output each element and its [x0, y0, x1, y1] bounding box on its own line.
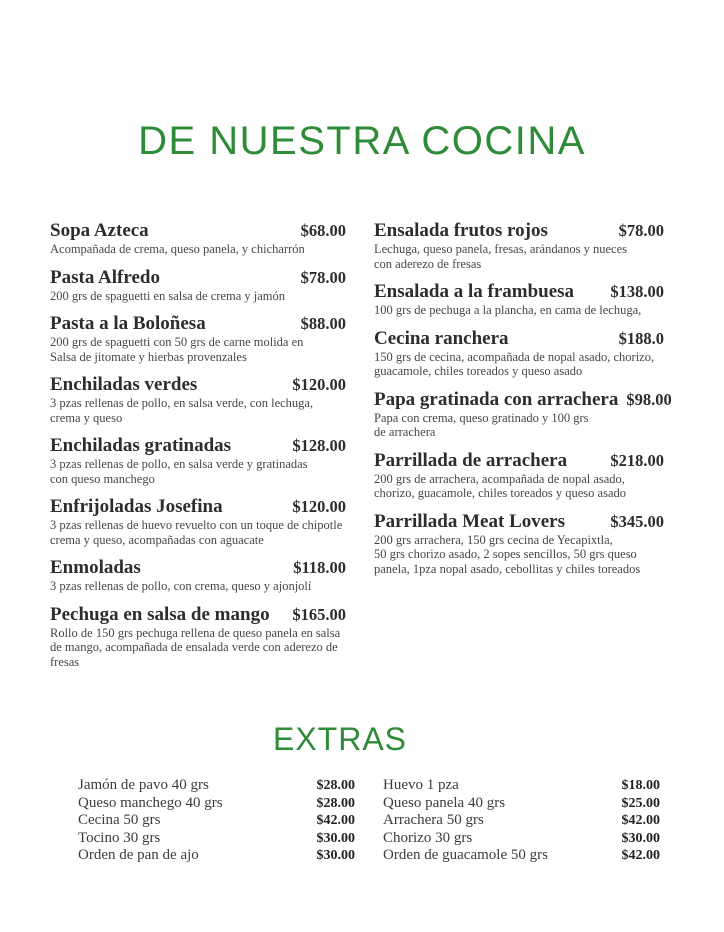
- description-line: con aderezo de fresas: [374, 256, 482, 271]
- extra-item-guacamole: [383, 847, 660, 865]
- menu-item-parrillada-arrachera: [374, 450, 664, 501]
- description-line: crema y queso: [50, 410, 123, 425]
- item-head: [50, 435, 346, 457]
- extra-item-tocino: [78, 830, 355, 848]
- description-line: Salsa de jitomate y hierbas provenzales: [50, 349, 247, 364]
- menu-item-cecina-ranchera: [374, 328, 664, 379]
- extras-section: [0, 777, 724, 865]
- item-head: [374, 328, 664, 350]
- dish-name: Sopa Azteca: [50, 220, 149, 241]
- menu-item-papa-gratinada: [374, 388, 672, 440]
- extra-name: Huevo 1 pza: [383, 777, 459, 793]
- dish-price: $68.00: [300, 221, 346, 240]
- dish-price: $165.00: [292, 604, 346, 624]
- description-line: Papa con crema, queso gratinado y 100 grs: [374, 410, 589, 425]
- extras-column-right: [383, 777, 660, 865]
- description-line: panela, 1pza nopal asado, cebollitas y chiles toreados: [374, 561, 641, 576]
- menu-column-right: [374, 220, 672, 679]
- dish-name: Enchiladas verdes: [50, 374, 198, 395]
- description-line: guacamole, chiles toreados y queso asado: [374, 364, 583, 378]
- dish-name: Ensalada frutos rojos: [374, 220, 548, 241]
- dish-description: [50, 579, 346, 594]
- dish-price: $118.00: [293, 558, 346, 577]
- dish-description: [374, 411, 664, 440]
- item-head: [374, 281, 664, 303]
- dish-description: [50, 457, 346, 486]
- item-head: [374, 220, 664, 242]
- description-line: 50 grs chorizo asado, 2 sopes sencillos, 50 grs queso: [374, 547, 637, 561]
- dish-price: $218.00: [610, 450, 664, 470]
- description-line: 200 grs de arrachera, acompañada de nopal asado,: [374, 471, 625, 486]
- item-head: [50, 267, 346, 289]
- dish-description: [50, 626, 346, 670]
- dish-name: Papa gratinada con arrachera: [374, 388, 619, 410]
- dish-name: Pechuga en salsa de mango: [50, 603, 270, 625]
- extra-name: Queso manchego 40 grs: [78, 794, 223, 811]
- dish-name: Pasta a la Boloñesa: [50, 313, 206, 334]
- extra-item-huevo: [383, 777, 660, 795]
- menu-column-left: [50, 220, 346, 679]
- description-line: chorizo, guacamole, chiles toreados y queso asado: [374, 486, 626, 500]
- description-line: 3 pzas rellenas de pollo, en salsa verde y gratinadas: [50, 457, 308, 471]
- extra-name: Orden de pan de ajo: [78, 847, 199, 863]
- menu-item-ensalada-frambuesa: [374, 281, 664, 318]
- dish-description: [374, 242, 664, 271]
- extra-item-chorizo: [383, 830, 660, 848]
- dish-name: Enmoladas: [50, 557, 141, 578]
- dish-name: Parrillada de arrachera: [374, 449, 568, 471]
- item-head: [50, 557, 346, 579]
- dish-name: Enfrijoladas Josefina: [50, 496, 223, 517]
- menu-item-ensalada-frutos-rojos: [374, 220, 664, 271]
- dish-description: [50, 289, 346, 304]
- menu-section: [0, 220, 724, 679]
- extra-price: $28.00: [316, 795, 355, 811]
- description-line: 3 pzas rellenas de huevo revuelto con un toque de chipotle: [50, 518, 343, 532]
- extra-price: $42.00: [621, 813, 660, 828]
- dish-description: [374, 303, 664, 318]
- dish-price: $128.00: [292, 436, 346, 455]
- description-line: Acompañada de crema, queso panela, y chicharrón: [50, 242, 305, 256]
- dish-price: $120.00: [292, 497, 346, 516]
- menu-item-pasta-bolonesa: [50, 313, 346, 364]
- description-line: 3 pzas rellenas de pollo, en salsa verde, con lechuga,: [50, 396, 314, 410]
- dish-name: Parrillada Meat Lovers: [374, 510, 566, 532]
- extra-price: $30.00: [316, 830, 355, 846]
- item-head: [50, 496, 346, 518]
- extra-name: Queso panela 40 grs: [383, 794, 506, 811]
- extra-name: Chorizo 30 grs: [383, 829, 473, 846]
- extras-column-left: [78, 777, 355, 865]
- dish-description: [374, 472, 664, 501]
- menu-item-pasta-alfredo: [50, 267, 346, 304]
- extra-price: $18.00: [621, 778, 660, 793]
- item-head: [50, 313, 346, 335]
- description-line: Rollo de 150 grs pechuga rellena de queso panela en salsa: [50, 625, 341, 640]
- page-title: DE NUESTRA COCINA: [138, 119, 586, 163]
- description-line: 100 grs de pechuga a la plancha, en cama de lechuga,: [374, 303, 642, 317]
- dish-price: $88.00: [300, 314, 346, 333]
- extra-item-arrachera: [383, 812, 660, 830]
- item-head: [50, 604, 346, 626]
- dish-description: [50, 396, 346, 425]
- dish-price: $188.0: [618, 328, 664, 348]
- description-line: 150 grs de cecina, acompañada de nopal asado, chorizo,: [374, 349, 655, 364]
- extras-title: EXTRAS: [272, 721, 408, 757]
- description-line: crema y queso, acompañadas con aguacate: [50, 532, 264, 547]
- extra-name: Orden de guacamole 50 grs: [383, 847, 548, 863]
- menu-item-pechuga-mango: [50, 604, 346, 670]
- extra-price: $42.00: [316, 813, 355, 828]
- dish-description: [374, 533, 664, 577]
- dish-description: [50, 518, 346, 547]
- description-line: con queso manchego: [50, 471, 155, 486]
- extra-price: $25.00: [621, 795, 660, 811]
- menu-item-sopa-azteca: [50, 220, 346, 257]
- extra-price: $28.00: [316, 778, 355, 793]
- dish-name: Enchiladas gratinadas: [50, 435, 232, 456]
- description-line: de mango, acompañada de ensalada verde con aderezo de fresas: [50, 640, 338, 669]
- dish-price: $120.00: [292, 375, 346, 394]
- dish-name: Cecina ranchera: [374, 327, 509, 349]
- dish-description: [50, 335, 346, 364]
- description-line: de arrachera: [374, 425, 436, 439]
- dish-name: Ensalada a la frambuesa: [374, 281, 575, 302]
- item-head: [50, 220, 346, 242]
- description-line: Lechuga, queso panela, fresas, arándanos y nueces: [374, 242, 628, 256]
- extra-price: $42.00: [621, 848, 660, 863]
- dish-description: [50, 242, 346, 257]
- extra-item-pan-de-ajo: [78, 847, 355, 865]
- menu-item-enchiladas-gratinadas: [50, 435, 346, 486]
- item-head: [50, 374, 346, 396]
- dish-price: $78.00: [300, 267, 346, 287]
- extra-price: $30.00: [621, 830, 660, 846]
- description-line: 200 grs de spaguetti en salsa de crema y jamón: [50, 288, 285, 303]
- item-head: [374, 511, 664, 533]
- extra-price: $30.00: [316, 848, 355, 863]
- dish-price: $98.00: [626, 389, 672, 409]
- menu-item-enmoladas: [50, 557, 346, 594]
- description-line: 200 grs de spaguetti con 50 grs de carne molida en: [50, 335, 304, 349]
- item-head: [374, 388, 672, 411]
- dish-price: $138.00: [610, 282, 664, 301]
- dish-price: $345.00: [610, 511, 664, 531]
- dish-description: [374, 350, 664, 379]
- extra-name: Cecina 50 grs: [78, 812, 161, 828]
- extra-name: Tocino 30 grs: [78, 829, 161, 846]
- description-line: 3 pzas rellenas de pollo, con crema, queso y ajonjolí: [50, 579, 312, 593]
- extra-name: Arrachera 50 grs: [383, 812, 484, 828]
- extra-item-cecina: [78, 812, 355, 830]
- dish-price: $78.00: [618, 221, 664, 240]
- menu-item-parrillada-meat-lovers: [374, 511, 664, 577]
- description-line: 200 grs arrachera, 150 grs cecina de Yecapixtla,: [374, 532, 613, 547]
- extra-name: Jamón de pavo 40 grs: [78, 777, 209, 793]
- item-head: [374, 450, 664, 472]
- menu-item-enchiladas-verdes: [50, 374, 346, 425]
- extra-item-queso-panela: [383, 795, 660, 813]
- extra-item-queso-manchego: [78, 795, 355, 813]
- dish-name: Pasta Alfredo: [50, 266, 160, 288]
- extra-item-jamon-pavo: [78, 777, 355, 795]
- menu-item-enfrijoladas-josefina: [50, 496, 346, 547]
